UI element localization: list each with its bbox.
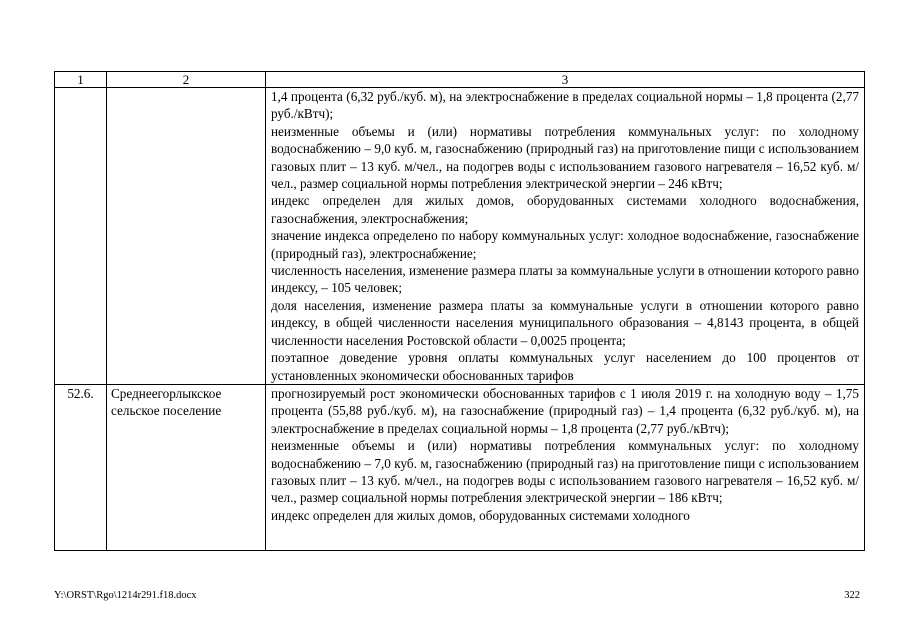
- paragraph: индекс определен для жилых домов, оборудованных системами холодного: [271, 507, 690, 523]
- paragraph: численность населения, изменение размера платы за коммунальные услуги в отношении которого равно индексу, – 105 человек;: [271, 263, 859, 296]
- header-cell-2: 2: [107, 72, 266, 88]
- page-number: 322: [844, 590, 860, 601]
- row-content: [266, 384, 865, 550]
- paragraph: значение индекса определено по набору коммунальных услуг: холодное водоснабжение, газоснабжение (природный газ), электроснабжение;: [271, 228, 859, 261]
- table-row: [55, 384, 865, 550]
- header-cell-1: 1: [55, 72, 107, 88]
- document-table: [54, 71, 865, 551]
- document-file-path: Y:\ORST\Rgo\1214r291.f18.docx: [54, 590, 197, 601]
- settlement-name: Среднеегорлыкское сельское поселение: [107, 384, 266, 550]
- paragraph: прогнозируемый рост экономически обоснованных тарифов с 1 июля 2019 г. на холодную воду – 1,75 процента (55,88 руб./куб. м), на газоснабжение (природный газ) – 1,4 процента (6,32 руб./куб. м), на электроснабжение в пределах социальной нормы – 1,8 процента (2,77 руб./кВтч);: [271, 385, 859, 436]
- table-header-row: [55, 72, 865, 88]
- table-row: [55, 88, 865, 385]
- paragraph: индекс определен для жилых домов, оборудованных системами холодного водоснабжения, газоснабжения, электроснабжения;: [271, 193, 859, 226]
- paragraph: доля населения, изменение размера платы за коммунальные услуги в отношении которого равно индексу, в общей численности населения муниципального образования – 4,8143 процента, в общей численности населения Ростовской области – 0,0025 процента;: [271, 297, 859, 348]
- paragraph: неизменные объемы и (или) нормативы потребления коммунальных услуг: по холодному водоснабжению – 7,0 куб. м, газоснабжению (природный газ) на приготовление пищи с использованием газовых плит – 13 куб. м/чел., на подогрев воды с использованием газового нагревателя – 16,52 куб. м/чел., размер социальной нормы потребления электрической энергии – 186 кВтч;: [271, 438, 859, 506]
- row-number: [55, 88, 107, 385]
- row-content: [266, 88, 865, 385]
- row-number: 52.6.: [55, 384, 107, 550]
- settlement-name: [107, 88, 266, 385]
- paragraph: поэтапное доведение уровня оплаты коммунальных услуг населением до 100 процентов от установленных экономически обоснованных тарифов: [271, 350, 859, 383]
- paragraph: неизменные объемы и (или) нормативы потребления коммунальных услуг: по холодному водоснабжению – 9,0 куб. м, газоснабжению (природный газ) на приготовление пищи с использованием газовых плит – 13 куб. м/чел., на подогрев воды с использованием газового нагревателя – 16,52 куб. м/чел., размер социальной нормы потребления электрической энергии – 246 кВтч;: [271, 123, 859, 192]
- header-cell-3: 3: [266, 72, 865, 88]
- paragraph: 1,4 процента (6,32 руб./куб. м), на электроснабжение в пределах социальной нормы – 1,8 процента (2,77 руб./кВтч);: [271, 89, 859, 122]
